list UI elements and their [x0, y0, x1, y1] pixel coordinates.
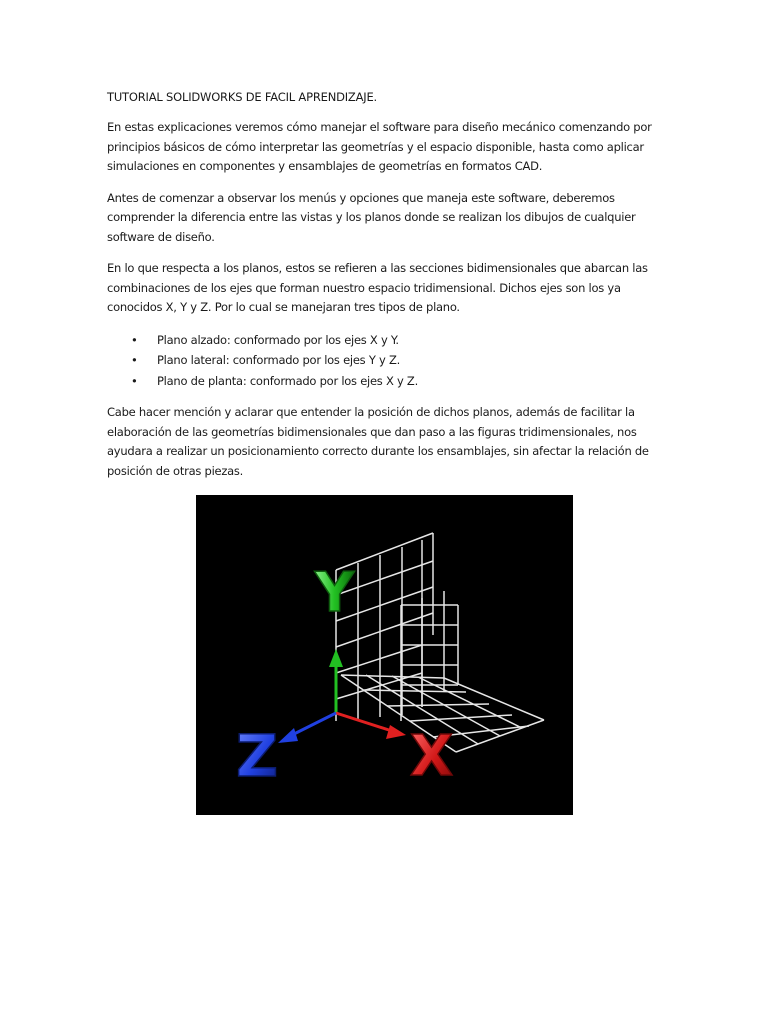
paragraph-views: Antes de comenzar a observar los menús y opciones que maneja este software, deberemos comprender la diferencia entre las vistas y los planos donde se realizan los dibujos de cualquier software de diseño.: [107, 190, 636, 244]
y-axis: [329, 649, 343, 713]
y-axis-label: Y: [315, 561, 355, 624]
list-item-text: Plano lateral: conformado por los ejes Y y Z.: [157, 353, 400, 367]
plane-types-list: [107, 330, 667, 392]
z-axis: [278, 713, 336, 743]
list-item-text: Plano de planta: conformado por los ejes X y Z.: [157, 373, 418, 388]
z-axis-label: Z: [236, 722, 279, 790]
paragraph-planes: En lo que respecta a los planos, estos se refieren a las secciones bidimensionales que abarcan las combinaciones de los ejes que forman nuestro espacio tridimensional. Dichos ejes son los ya conocidos X, Y y Z. Por lo cual se manejaran tres tipos de plano.: [107, 261, 648, 314]
paragraph-closing: Cabe hacer mención y aclarar que entender la posición de dichos planos, además de facilitar la elaboración de las geometrías bidimensionales que dan paso a las figuras tridimensionales, nos ayudara a realizar un posicionamiento correcto durante los ensamblajes, sin afectar la relación de posición de otras piezas.: [107, 405, 649, 478]
list-item: [107, 330, 667, 351]
document-page: [107, 88, 667, 493]
list-item: [107, 350, 667, 371]
axes-planes-illustration: [196, 495, 573, 815]
list-item: [107, 371, 667, 392]
bullet-icon: •: [131, 373, 138, 388]
x-axis: [336, 713, 406, 739]
axes-planes-figure: [196, 495, 573, 815]
bullet-icon: •: [131, 332, 138, 347]
x-axis-label: X: [410, 724, 454, 789]
paragraph-intro: En estas explicaciones veremos cómo manejar el software para diseño mecánico comenzando por principios básicos de cómo interpretar las geometrías y el espacio disponible, hasta como aplicar simulaciones en componentes y ensamblajes de geometrías en formatos CAD.: [107, 120, 652, 173]
document-title: TUTORIAL SOLIDWORKS DE FACIL APRENDIZAJE.: [107, 90, 377, 104]
list-item-text: Plano alzado: conformado por los ejes X y Y.: [157, 332, 399, 347]
bullet-icon: •: [131, 353, 138, 367]
